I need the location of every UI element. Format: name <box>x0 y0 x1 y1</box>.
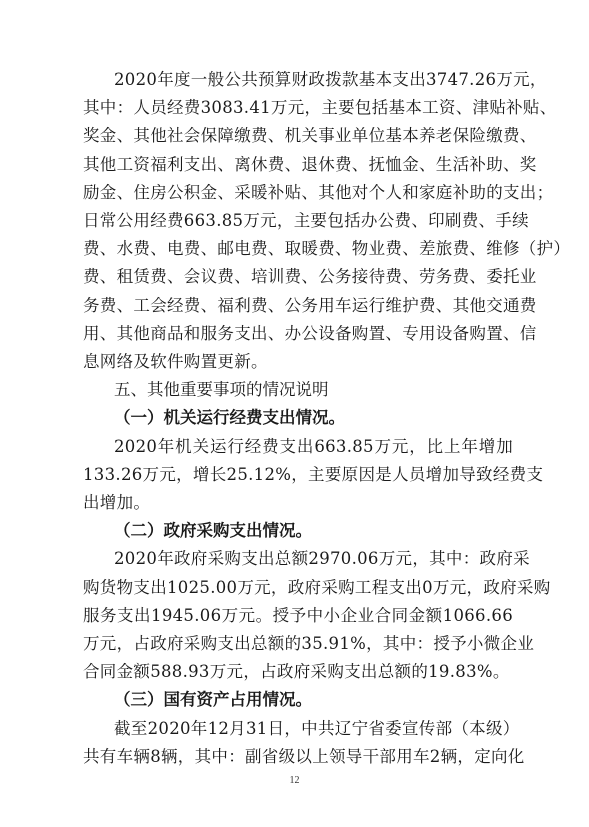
paragraph-line: 日常公用经费663.85万元，主要包括办公费、印刷费、手续 <box>83 211 529 230</box>
paragraph-line: 其他工资福利支出、离休费、退休费、抚恤金、生活补助、奖 <box>83 154 537 174</box>
subsection-title: （三）国有资产占用情况。 <box>114 690 312 710</box>
paragraph-line: 费、租赁费、会议费、培训费、公务接待费、劳务费、委托业 <box>83 267 537 287</box>
section-heading: 五、其他重要事项的情况说明 <box>114 380 329 400</box>
paragraph-line: 用、其他商品和服务支出、办公设备购置、专用设备购置、信 <box>83 323 537 343</box>
paragraph-line: 励金、住房公积金、采暖补贴、其他对个人和家庭补助的支出； <box>83 182 554 202</box>
subsection-title: （一）机关运行经费支出情况。 <box>114 408 345 428</box>
subsection-title: （二）政府采购支出情况。 <box>114 521 312 541</box>
paragraph-line: 奖金、其他社会保障缴费、机关事业单位基本养老保险缴费、 <box>83 126 537 146</box>
paragraph-line: 2020年机关运行经费支出663.85万元，比上年增加 <box>114 436 513 456</box>
paragraph-line: 出增加。 <box>83 493 151 512</box>
paragraph-line: 服务支出1945.06万元。授予中小企业合同金额1066.66 <box>83 605 513 625</box>
paragraph-line: 2020年度一般公共预算财政拨款基本支出3747.26万元， <box>114 70 547 89</box>
paragraph-line: 购货物支出1025.00万元，政府采购工程支出0万元，政府采购 <box>83 577 551 597</box>
paragraph-line: 2020年政府采购支出总额2970.06万元，其中：政府采 <box>114 549 530 569</box>
paragraph-line: 133.26万元，增长25.12%，主要原因是人员增加导致经费支 <box>83 464 544 484</box>
paragraph-line: 费、水费、电费、邮电费、取暖费、物业费、差旅费、维修（护） <box>83 239 571 259</box>
paragraph-line: 合同金额588.93万元，占政府采购支出总额的19.83%。 <box>83 662 510 682</box>
paragraph-line: 截至2020年12月31日，中共辽宁省委宣传部（本级） <box>114 718 520 738</box>
paragraph-line: 息网络及软件购置更新。 <box>83 352 268 371</box>
paragraph-line: 万元，占政府采购支出总额的35.91%，其中：授予小微企业 <box>83 634 535 653</box>
paragraph-line: 共有车辆8辆，其中：副省级以上领导干部用车2辆，定向化 <box>83 746 525 766</box>
page-number: 12 <box>289 775 300 786</box>
paragraph-line: 务费、工会经费、福利费、公务用车运行维护费、其他交通费 <box>83 295 537 315</box>
paragraph-line: 其中：人员经费3083.41万元，主要包括基本工资、津贴补贴、 <box>83 98 557 118</box>
